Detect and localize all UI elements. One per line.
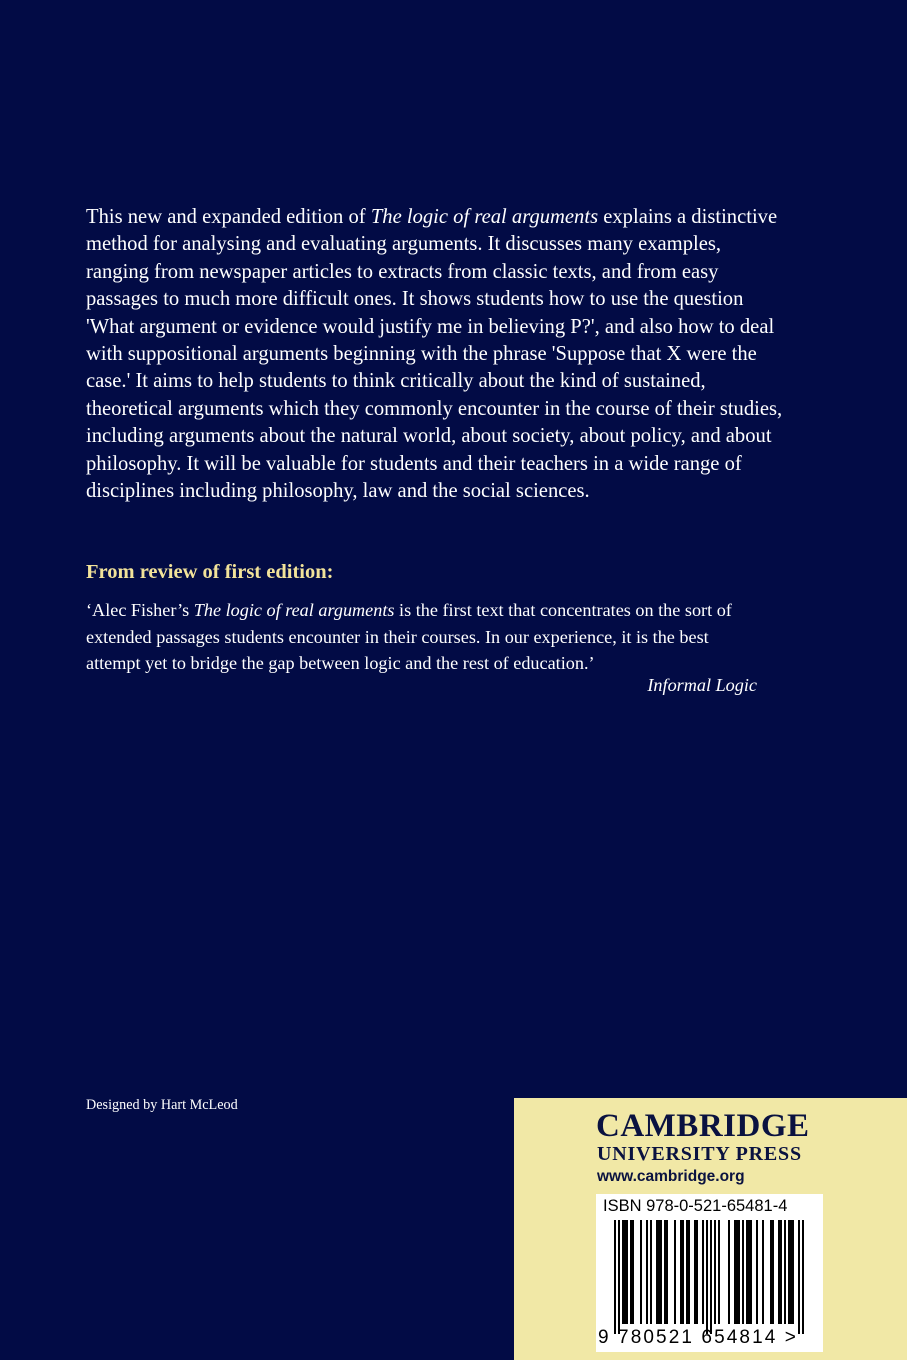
barcode-bar xyxy=(618,1220,620,1334)
quote-body: is the first text that concentrates on the sort of extended passages students encounter in their courses. In our experience, it is the best attempt yet to bridge the gap between logic and the rest of education.’ xyxy=(86,600,732,674)
review-source: Informal Logic xyxy=(647,675,757,695)
barcode-bar xyxy=(792,1220,794,1324)
barcode-bar xyxy=(770,1220,772,1324)
barcode-bar xyxy=(738,1220,740,1324)
barcode-bar xyxy=(632,1220,634,1324)
barcode-bar xyxy=(778,1220,780,1324)
barcode-bar xyxy=(688,1220,690,1324)
quote-intro: ‘Alec Fisher’s xyxy=(86,600,194,620)
barcode-bar xyxy=(646,1220,648,1324)
barcode-bar xyxy=(718,1220,720,1324)
barcode-bar xyxy=(614,1220,616,1334)
barcode-bar xyxy=(746,1220,748,1324)
quote-book-title: The logic of real arguments xyxy=(193,600,395,620)
barcode-bar xyxy=(706,1220,708,1334)
review-heading: From review of first edition: xyxy=(86,561,334,583)
publisher-url: www.cambridge.org xyxy=(597,1168,745,1185)
barcode-bar xyxy=(622,1220,624,1324)
barcode-bar xyxy=(710,1220,712,1334)
barcode-bar xyxy=(734,1220,736,1324)
publisher-subname: UNIVERSITY PRESS xyxy=(597,1143,802,1165)
barcode-bar xyxy=(666,1220,668,1324)
barcode-bar xyxy=(658,1220,660,1324)
barcode-bar xyxy=(772,1220,774,1324)
publisher-name: CAMBRIDGE xyxy=(596,1108,810,1144)
barcode-bar xyxy=(702,1220,704,1324)
barcode-bar xyxy=(630,1220,632,1324)
barcode-bar xyxy=(694,1220,696,1324)
barcode-bar xyxy=(660,1220,662,1324)
barcode-bar xyxy=(798,1220,800,1334)
barcode-bar xyxy=(780,1220,782,1324)
barcode-bar xyxy=(742,1220,744,1324)
blurb-intro: This new and expanded edition of xyxy=(86,206,371,228)
review-quote xyxy=(86,597,766,677)
isbn-barcode xyxy=(596,1194,823,1352)
barcode-bar xyxy=(748,1220,750,1324)
barcode-digits: 9 780521 654814 > xyxy=(598,1327,799,1348)
publisher-panel xyxy=(514,1098,907,1360)
blurb-book-title: The logic of real arguments xyxy=(370,206,599,228)
barcode-bar xyxy=(626,1220,628,1324)
barcode-bar xyxy=(686,1220,688,1324)
barcode-bar xyxy=(650,1220,652,1324)
barcode-bar xyxy=(714,1220,716,1324)
barcode-bar xyxy=(656,1220,658,1324)
barcode-bar xyxy=(762,1220,764,1324)
barcode-bar xyxy=(802,1220,804,1334)
designer-credit: Designed by Hart McLeod xyxy=(86,1097,238,1113)
book-description xyxy=(86,204,786,505)
barcode-bar xyxy=(682,1220,684,1324)
barcode-bar xyxy=(736,1220,738,1324)
barcode-bar xyxy=(728,1220,730,1324)
barcode-bar xyxy=(674,1220,676,1324)
barcode-bar xyxy=(696,1220,698,1324)
barcode-bar xyxy=(756,1220,758,1324)
barcode-bar xyxy=(750,1220,752,1324)
barcode-bar xyxy=(784,1220,786,1324)
barcode-bar xyxy=(640,1220,642,1324)
barcode-bar xyxy=(664,1220,666,1324)
isbn-label: ISBN 978-0-521-65481-4 xyxy=(603,1197,788,1215)
barcode-bar xyxy=(790,1220,792,1324)
barcode-bar xyxy=(680,1220,682,1324)
blurb-body: explains a distinctive method for analysing and evaluating arguments. It discusses many examples, ranging from newspaper articles to extracts from classic texts, and from easy passages to much more difficult ones. It shows students how to use the question 'What argument or evidence would justify me in believing P?', and also how to deal with suppositional arguments beginning with the phrase 'Suppose that X were the case.' It aims to help students to think critically about the kind of sustained, theoretical arguments which they commonly encounter in the course of their studies, including arguments about the natural world, about society, about policy, and about philosophy. It will be valuable for students and their teachers in a wide range of disciplines including philosophy, law and the social sciences. xyxy=(86,206,783,503)
barcode-bar xyxy=(788,1220,790,1324)
barcode-bar xyxy=(624,1220,626,1324)
